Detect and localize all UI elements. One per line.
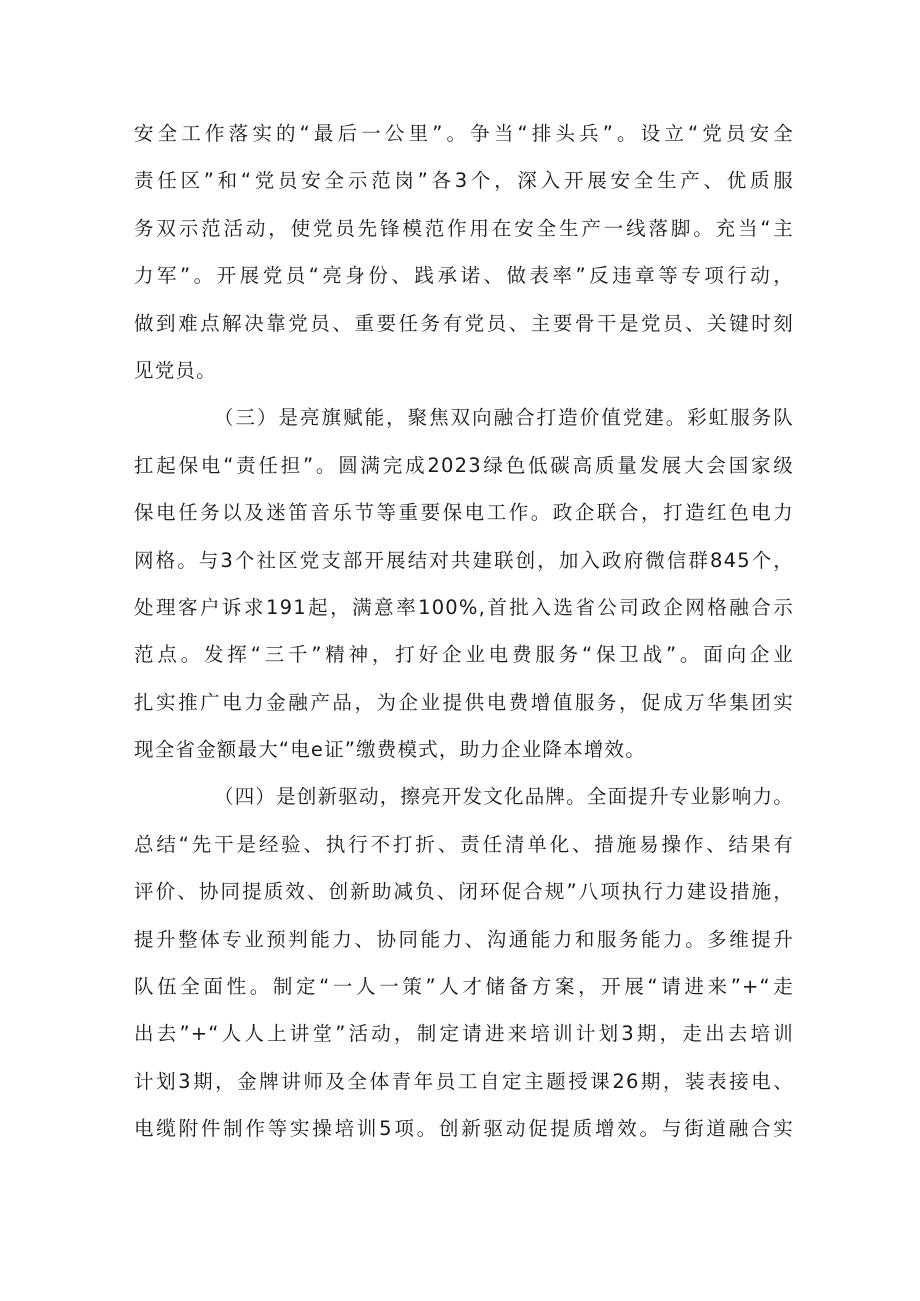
document-body — [134, 110, 794, 1153]
text-line: 做到难点解决靠党员、重要任务有党员、主要骨干是党员、关键时刻 — [134, 311, 794, 335]
paragraph-3 — [134, 773, 794, 1152]
text-line: 总结“先干是经验、执行不打折、责任清单化、措施易操作、结果有 — [134, 832, 794, 856]
text-line: 安全工作落实的“最后一公里”。争当“排头兵”。设立“党员安全 — [134, 122, 794, 145]
text-line: 力军”。开展党员“亮身份、践承诺、做表率”反违章等专项行动， — [134, 264, 794, 288]
paragraph-1 — [134, 110, 794, 394]
text-line: 现全省金额最大“电e证”缴费模式，助力企业降本增效。 — [134, 738, 646, 762]
text-line: 出去”+“人人上讲堂”活动，制定请进来培训计划3期，走出去培训 — [134, 1022, 794, 1046]
text-line: 评价、协同提质效、创新助减负、闭环促合规”八项执行力建设措施， — [134, 880, 794, 904]
text-line: 责任区”和“党员安全示范岗”各3个，深入开展安全生产、优质服 — [134, 169, 794, 193]
text-line: （三）是亮旗赋能，聚焦双向融合打造价值党建。彩虹服务队 — [214, 406, 794, 430]
text-line: 队伍全面性。制定“一人一策”人才储备方案，开展“请进来”+“走 — [134, 975, 794, 999]
text-line: 范点。发挥“三千”精神，打好企业电费服务“保卫战”。面向企业 — [134, 643, 794, 667]
text-line: 网格。与3个社区党支部开展结对共建联创，加入政府微信群845个， — [134, 548, 794, 572]
text-line: 见党员。 — [134, 358, 217, 382]
text-line: 扛起保电“责任担”。圆满完成2023绿色低碳高质量发展大会国家级 — [134, 453, 794, 477]
text-line: 电缆附件制作等实操培训5项。创新驱动促提质增效。与街道融合实 — [134, 1117, 794, 1141]
text-line: 务双示范活动，使党员先锋模范作用在安全生产一线落脚。充当“主 — [134, 216, 794, 240]
paragraph-2 — [134, 394, 794, 773]
text-line: 扎实推广电力金融产品，为企业提供电费增值服务，促成万华集团实 — [134, 690, 794, 714]
text-line: 处理客户诉求191起，满意率100%,首批入选省公司政企网格融合示 — [134, 595, 794, 619]
text-line: 保电任务以及迷笛音乐节等重要保电工作。政企联合，打造红色电力 — [134, 501, 794, 525]
text-line: （四）是创新驱动，擦亮开发文化品牌。全面提升专业影响力。 — [214, 785, 794, 809]
text-line: 计划3期，金牌讲师及全体青年员工自定主题授课26期，装表接电、 — [134, 1069, 794, 1093]
text-line: 提升整体专业预判能力、协同能力、沟通能力和服务能力。多维提升 — [134, 927, 794, 951]
